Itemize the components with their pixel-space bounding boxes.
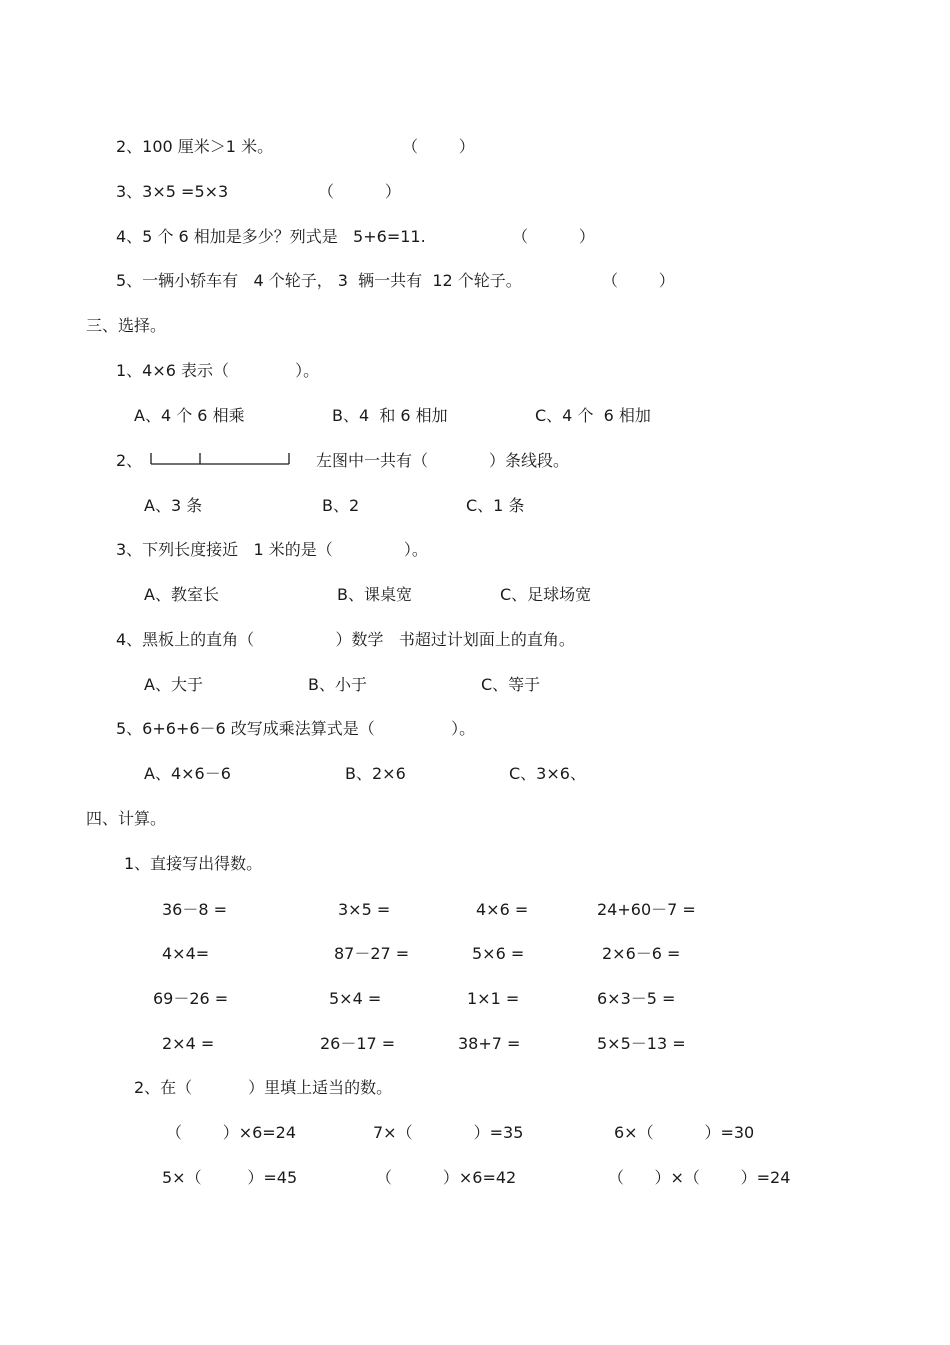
q3-option-b: B、课桌宽 [337, 585, 412, 604]
judge-paren-3: （ ） [318, 182, 401, 201]
q3-text: 3、下列长度接近 1 米的是（ ）。 [116, 540, 428, 559]
calc-cell: 5×6 = [472, 944, 525, 963]
judge-paren-4: （ ） [512, 227, 595, 246]
calc-cell: 4×4= [162, 944, 210, 963]
calc-sub1-title: 1、直接写出得数。 [124, 854, 263, 873]
q3-option-a: A、教室长 [144, 585, 219, 604]
fill-blank-cell: （ ）×6=24 [166, 1123, 297, 1142]
line-segment-figure [148, 448, 294, 468]
q2-option-b: B、2 [322, 496, 360, 515]
fill-blank-cell: （ ）×（ ）=24 [608, 1168, 791, 1187]
q1-option-a: A、4 个 6 相乘 [134, 406, 245, 425]
calc-cell: 5×4 = [329, 989, 382, 1008]
q5-text: 5、6+6+6－6 改写成乘法算式是（ ）。 [116, 719, 476, 738]
q1-option-c: C、4 个 6 相加 [535, 406, 651, 425]
fill-blank-cell: （ ）×6=42 [376, 1168, 517, 1187]
q2-text: 左图中一共有（ ）条线段。 [316, 451, 570, 470]
calc-cell: 24+60－7 = [597, 900, 696, 919]
q4-option-b: B、小于 [308, 675, 367, 694]
calc-cell: 38+7 = [458, 1034, 521, 1053]
judge-item-4: 4、5 个 6 相加是多少？列式是 5+6=11. [116, 227, 426, 246]
calc-cell: 26－17 = [320, 1034, 396, 1053]
judge-paren-2: （ ） [402, 137, 475, 156]
q2-option-a: A、3 条 [144, 496, 203, 515]
section4-heading: 四、计算。 [86, 809, 167, 828]
calc-sub2-title: 2、在（ ）里填上适当的数。 [134, 1078, 393, 1097]
q5-option-b: B、2×6 [345, 764, 406, 783]
q4-option-c: C、等于 [481, 675, 541, 694]
judge-item-2: 2、100 厘米＞1 米。 [116, 137, 274, 156]
calc-cell: 36－8 = [162, 900, 228, 919]
calc-cell: 4×6 = [476, 900, 529, 919]
calc-cell: 3×5 = [338, 900, 391, 919]
q4-text: 4、黑板上的直角（ ）数学 书超过计划面上的直角。 [116, 630, 575, 649]
calc-cell: 1×1 = [467, 989, 520, 1008]
calc-cell: 87－27 = [334, 944, 410, 963]
q4-option-a: A、大于 [144, 675, 203, 694]
calc-cell: 2×6－6 = [602, 944, 681, 963]
q2-option-c: C、1 条 [466, 496, 525, 515]
q5-option-c: C、3×6、 [509, 764, 586, 783]
fill-blank-cell: 5×（ ）=45 [162, 1168, 298, 1187]
q5-option-a: A、4×6－6 [144, 764, 231, 783]
q3-option-c: C、足球场宽 [500, 585, 592, 604]
calc-cell: 5×5－13 = [597, 1034, 686, 1053]
judge-item-3: 3、3×5 =5×3 [116, 182, 229, 201]
q1-text: 1、4×6 表示（ ）。 [116, 361, 320, 380]
calc-cell: 2×4 = [162, 1034, 215, 1053]
calc-cell: 6×3－5 = [597, 989, 676, 1008]
fill-blank-cell: 6×（ ）=30 [614, 1123, 755, 1142]
calc-cell: 69－26 = [153, 989, 229, 1008]
judge-paren-5: （ ） [602, 271, 675, 290]
q1-option-b: B、4 和 6 相加 [332, 406, 448, 425]
fill-blank-cell: 7×（ ）=35 [373, 1123, 524, 1142]
q2-num: 2、 [116, 451, 143, 470]
judge-item-5: 5、一辆小轿车有 4 个轮子， 3 辆一共有 12 个轮子。 [116, 271, 522, 290]
section3-heading: 三、选择。 [86, 316, 167, 335]
